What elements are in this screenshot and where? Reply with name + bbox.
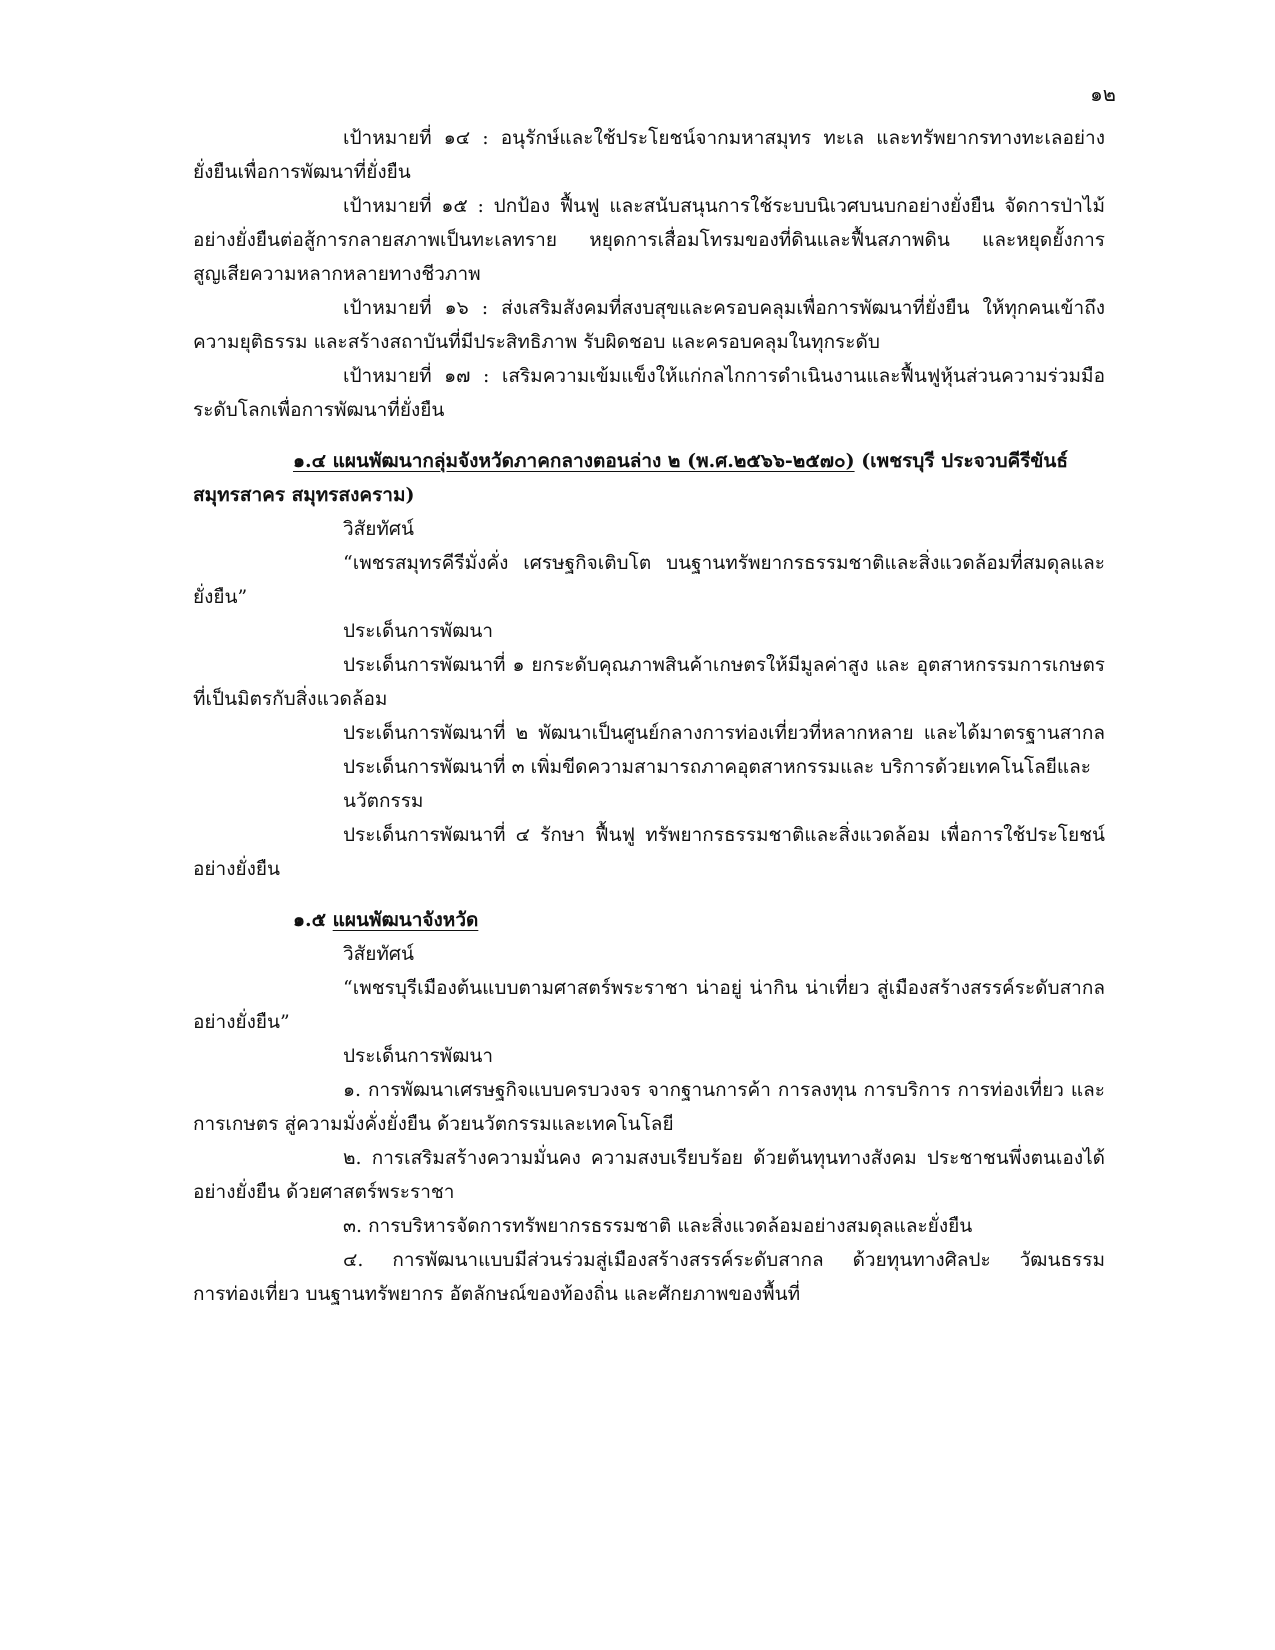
section-1-5-heading (293, 903, 478, 937)
goal-16-line-1: เป้าหมายที่ ๑๖ : ส่งเสริมสังคมที่สงบสุขและครอบคลุมเพื่อการพัฒนาที่ยั่งยืน ให้ทุกคนเข้าถึง (343, 297, 1105, 319)
goal-17-line-1: เป้าหมายที่ ๑๗ : เสริมความเข้มแข็งให้แก่กลไกการดำเนินงานและฟื้นฟูหุ้นส่วนความร่วมมือ (343, 365, 1105, 387)
goal-14-line-2: ยั่งยืนเพื่อการพัฒนาที่ยั่งยืน (193, 161, 411, 183)
goal-17-line-2: ระดับโลกเพื่อการพัฒนาที่ยั่งยืน (193, 399, 445, 421)
section-1-4-issue-4-line-2: อย่างยั่งยืน (193, 858, 281, 880)
section-1-4-issue-3-line-1: ประเด็นการพัฒนาที่ ๓ เพิ่มขีดความสามารถภาคอุตสาหกรรมและ บริการด้วยเทคโนโลยีและ (343, 756, 1092, 778)
section-1-5-issues-label: ประเด็นการพัฒนา (343, 1045, 494, 1067)
section-1-5-vision-label: วิสัยทัศน์ (343, 943, 414, 965)
section-1-5-vision-line-1: “เพชรบุรีเมืองต้นแบบตามศาสตร์พระราชา น่าอยู่ น่ากิน น่าเที่ยว สู่เมืองสร้างสรรค์ระดับสากล (343, 977, 1105, 999)
goal-16-line-2: ความยุติธรรม และสร้างสถาบันที่มีประสิทธิภาพ รับผิดชอบ และครอบคลุมในทุกระดับ (193, 331, 880, 353)
section-1-4-issues-label: ประเด็นการพัฒนา (343, 620, 494, 642)
section-1-4-heading (293, 444, 1105, 478)
section-1-4-issue-2: ประเด็นการพัฒนาที่ ๒ พัฒนาเป็นศูนย์กลางการท่องเที่ยวที่หลากหลาย และได้มาตรฐานสากล (343, 722, 1105, 744)
section-1-5-issue-4-line-1: ๔. การพัฒนาแบบมีส่วนร่วมสู่เมืองสร้างสรรค์ระดับสากล ด้วยทุนทางศิลปะ วัฒนธรรม (343, 1249, 1105, 1271)
section-1-4-vision-line-1: “เพชรสมุทรคีรีมั่งคั่ง เศรษฐกิจเติบโต บนฐานทรัพยากรธรรมชาติและสิ่งแวดล้อมที่สมดุลและ (343, 552, 1105, 574)
goal-15-line-3: สูญเสียความหลากหลายทางชีวภาพ (193, 263, 481, 285)
section-1-5-issue-1-line-1: ๑. การพัฒนาเศรษฐกิจแบบครบวงจร จากฐานการค้า การลงทุน การบริการ การท่องเที่ยว และ (343, 1079, 1105, 1101)
section-1-4-vision-line-2: ยั่งยืน” (193, 586, 248, 608)
section-1-4-heading-rest: (เพชรบุรี ประจวบคีรีขันธ์ (854, 450, 1069, 472)
section-1-5-issue-3: ๓. การบริหารจัดการทรัพยากรธรรมชาติ และสิ่งแวดล้อมอย่างสมดุลและยั่งยืน (343, 1215, 973, 1237)
section-1-4-issue-3-line-2: นวัตกรรม (343, 790, 424, 812)
section-1-5-issue-2-line-2: อย่างยั่งยืน ด้วยศาสตร์พระราชา (193, 1181, 455, 1203)
section-1-5-issue-2-line-1: ๒. การเสริมสร้างความมั่นคง ความสงบเรียบร้อย ด้วยต้นทุนทางสังคม ประชาชนพึ่งตนเองได้ (343, 1147, 1105, 1169)
section-1-4-heading-cont: สมุทรสาคร สมุทรสงคราม) (193, 484, 415, 506)
section-1-5-issue-4-line-2: การท่องเที่ยว บนฐานทรัพยากร อัตลักษณ์ของท้องถิ่น และศักยภาพของพื้นที่ (193, 1283, 801, 1305)
goal-14-line-1: เป้าหมายที่ ๑๔ : อนุรักษ์และใช้ประโยชน์จากมหาสมุทร ทะเล และทรัพยากรทางทะเลอย่าง (343, 127, 1105, 149)
goal-15-line-1: เป้าหมายที่ ๑๕ : ปกป้อง ฟื้นฟู และสนับสนุนการใช้ระบบนิเวศบนบกอย่างยั่งยืน จัดการป่าไม้ (343, 195, 1105, 217)
section-1-5-heading-num: ๑.๕ (293, 909, 333, 931)
section-1-4-vision-label: วิสัยทัศน์ (343, 518, 414, 540)
section-1-5-vision-line-2: อย่างยั่งยืน” (193, 1011, 290, 1033)
section-1-5-heading-title: แผนพัฒนาจังหวัด (332, 909, 479, 931)
section-1-4-issue-4-line-1: ประเด็นการพัฒนาที่ ๔ รักษา ฟื้นฟู ทรัพยากรธรรมชาติและสิ่งแวดล้อม เพื่อการใช้ประโยชน์ (343, 824, 1105, 846)
page-number: ๑๒ (1090, 82, 1116, 106)
section-1-4-heading-underlined: ๑.๔ แผนพัฒนากลุ่มจังหวัดภาคกลางตอนล่าง ๒ (พ.ศ.๒๕๖๖-๒๕๗๐) (293, 450, 855, 472)
section-1-4-issue-1-line-1: ประเด็นการพัฒนาที่ ๑ ยกระดับคุณภาพสินค้าเกษตรให้มีมูลค่าสูง และ อุตสาหกรรมการเกษตร (343, 654, 1105, 676)
section-1-5-issue-1-line-2: การเกษตร สู่ความมั่งคั่งยั่งยืน ด้วยนวัตกรรมและเทคโนโลยี (193, 1113, 674, 1135)
section-1-4-issue-1-line-2: ที่เป็นมิตรกับสิ่งแวดล้อม (193, 688, 388, 710)
goal-15-line-2: อย่างยั่งยืนต่อสู้การกลายสภาพเป็นทะเลทราย หยุดการเสื่อมโทรมของที่ดินและฟื้นสภาพดิน และหยุดยั้งการ (193, 229, 1105, 251)
